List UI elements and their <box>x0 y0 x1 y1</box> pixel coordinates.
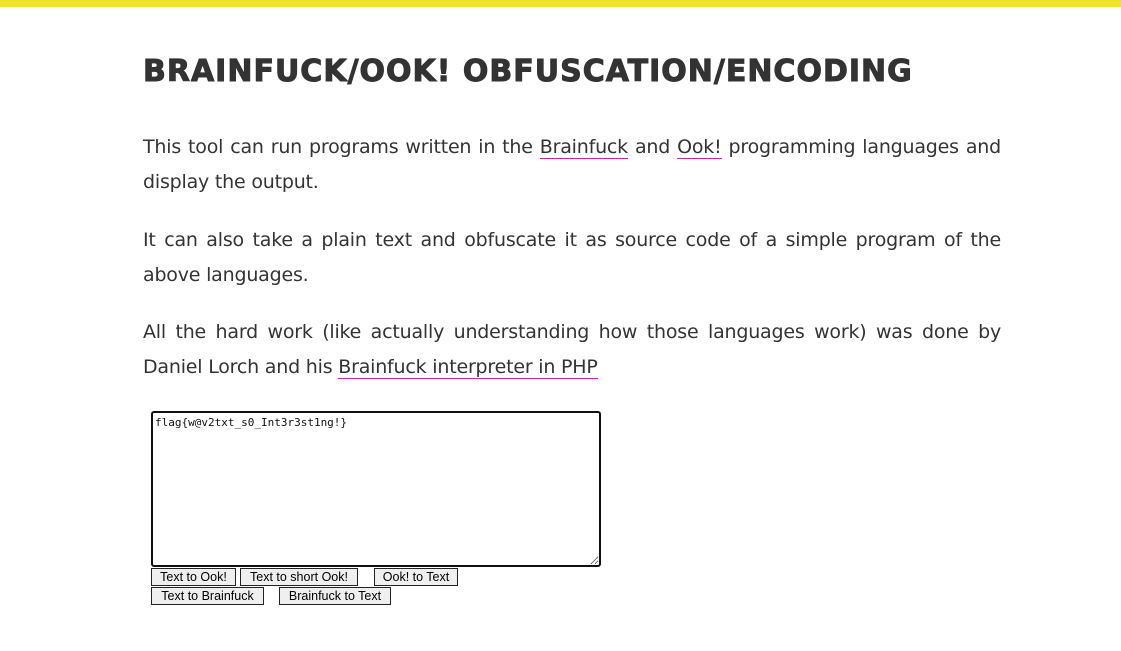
page-title: BRAINFUCK/OOK! OBFUSCATION/ENCODING <box>143 54 913 89</box>
converter-tool <box>151 411 601 603</box>
brainfuck-link[interactable]: Brainfuck <box>539 136 628 158</box>
credits-text: All the hard work (like actually understanding how those languages work) was done by Daniel Lorch and his <box>143 321 1001 378</box>
text-to-brainfuck-button[interactable]: Text to Brainfuck <box>151 587 264 605</box>
code-textarea[interactable] <box>151 411 601 567</box>
intro-text: and <box>627 136 678 158</box>
intro-paragraph-obfuscate: It can also take a plain text and obfuscate it as source code of a simple program of the above languages. <box>143 229 1001 286</box>
text-to-ook-button[interactable]: Text to Ook! <box>151 568 236 586</box>
text-to-short-ook-button[interactable]: Text to short Ook! <box>240 568 358 586</box>
top-accent-bar <box>0 0 1121 7</box>
ook-link[interactable]: Ook! <box>677 136 722 158</box>
intro-paragraph-run <box>143 130 1001 200</box>
brainfuck-to-text-button[interactable]: Brainfuck to Text <box>279 587 391 605</box>
intro-paragraph-credits <box>143 315 1001 385</box>
ook-to-text-button[interactable]: Ook! to Text <box>374 568 458 586</box>
intro-text: programming languages and display the output. <box>143 136 1001 193</box>
brainfuck-interpreter-link[interactable]: Brainfuck interpreter in PHP <box>338 356 598 378</box>
intro-text: This tool can run programs written in the <box>143 136 540 158</box>
main-content <box>143 52 1001 385</box>
